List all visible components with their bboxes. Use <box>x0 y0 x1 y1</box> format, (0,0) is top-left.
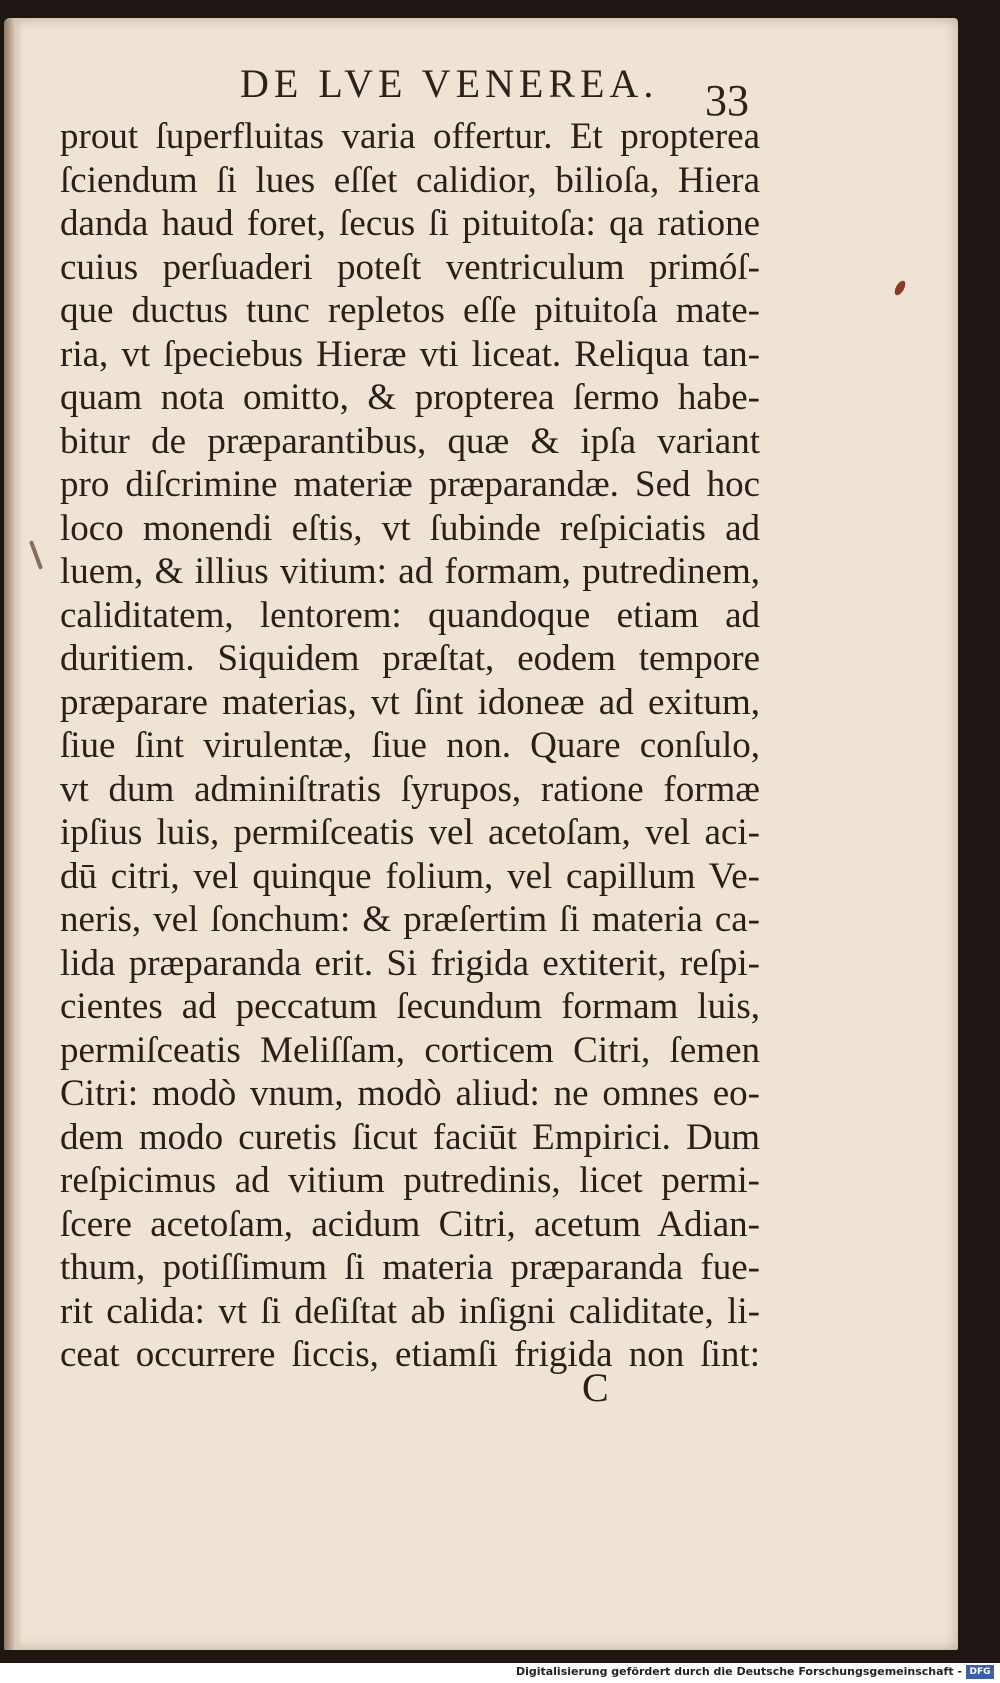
text-line: vt dum adminiſtratis ſyrupos, ratione formæ <box>60 768 760 810</box>
text-line: quam nota omitto, & propterea ſermo habe- <box>60 377 760 418</box>
page-number: 33 <box>705 76 749 125</box>
text-line: ceat occurrere ſiccis, etiamſi frigida non ſint: <box>60 1334 760 1375</box>
dfg-logo: DFG <box>966 1665 994 1679</box>
text-line: luem, & illius vitium: ad formam, putredinem, <box>60 551 760 592</box>
text-line: ria, vt ſpeciebus Hieræ vti liceat. Reliqua tan- <box>60 333 760 375</box>
text-line: dū citri, vel quinque folium, vel capillum Ve- <box>60 855 760 897</box>
digitization-credit: Digitalisierung gefördert durch die Deutsche Forschungsgemeinschaft - <box>515 1665 962 1678</box>
text-line: ſcere acetoſam, acidum Citri, acetum Adian- <box>60 1203 760 1245</box>
text-line: neris, vel ſonchum: & præſertim ſi materia ca- <box>60 899 760 940</box>
running-head: DE LVE VENEREA. <box>240 61 659 106</box>
text-line: cientes ad peccatum ſecundum formam luis, <box>60 986 760 1027</box>
text-line: danda haud foret, ſecus ſi pituitoſa: qa ratione <box>60 203 760 244</box>
text-line: duritiem. Siquidem præſtat, eodem tempore <box>60 638 760 679</box>
text-line: ſiue ſint virulentæ, ſiue non. Quare conſulo, <box>60 725 760 766</box>
body-text <box>60 115 760 1377</box>
text-line: loco monendi eſtis, vt ſubinde reſpiciatis ad <box>60 507 760 549</box>
text-line: dem modo curetis ſicut faciūt Empirici. Dum <box>60 1116 760 1158</box>
text-line: pro diſcrimine materiæ præparandæ. Sed hoc <box>60 464 760 505</box>
text-line: reſpicimus ad vitium putredinis, licet permi- <box>60 1160 760 1201</box>
text-line: rit calida: vt ſi deſiſtat ab inſigni caliditate, li- <box>60 1290 760 1332</box>
text-line: thum, potiſſimum ſi materia præparanda fue- <box>60 1247 760 1288</box>
text-line: prout ſuperfluitas varia offertur. Et propterea <box>60 116 760 157</box>
text-line: que ductus tunc repletos eſſe pituitoſa mate- <box>60 290 760 331</box>
text-line: præparare materias, vt ſint idoneæ ad exitum, <box>60 681 760 723</box>
text-line: caliditatem, lentorem: quandoque etiam ad <box>60 594 760 636</box>
page-gutter-shadow <box>4 18 22 1650</box>
text-line: permiſceatis Meliſſam, corticem Citri, ſemen <box>60 1029 760 1071</box>
text-line: ſciendum ſi lues eſſet calidior, bilioſa, Hiera <box>60 159 760 201</box>
text-line: lida præparanda erit. Si frigida extiterit, reſpi- <box>60 942 760 984</box>
text-line: bitur de præparantibus, quæ & ipſa variant <box>60 420 760 462</box>
text-line: Citri: modò vnum, modò aliud: ne omnes eo- <box>60 1073 760 1114</box>
text-line: cuius perſuaderi poteſt ventriculum primóſ- <box>60 246 760 288</box>
text-line: ipſius luis, permiſceatis vel acetoſam, vel aci- <box>60 812 760 853</box>
signature-mark: C <box>582 1365 609 1410</box>
